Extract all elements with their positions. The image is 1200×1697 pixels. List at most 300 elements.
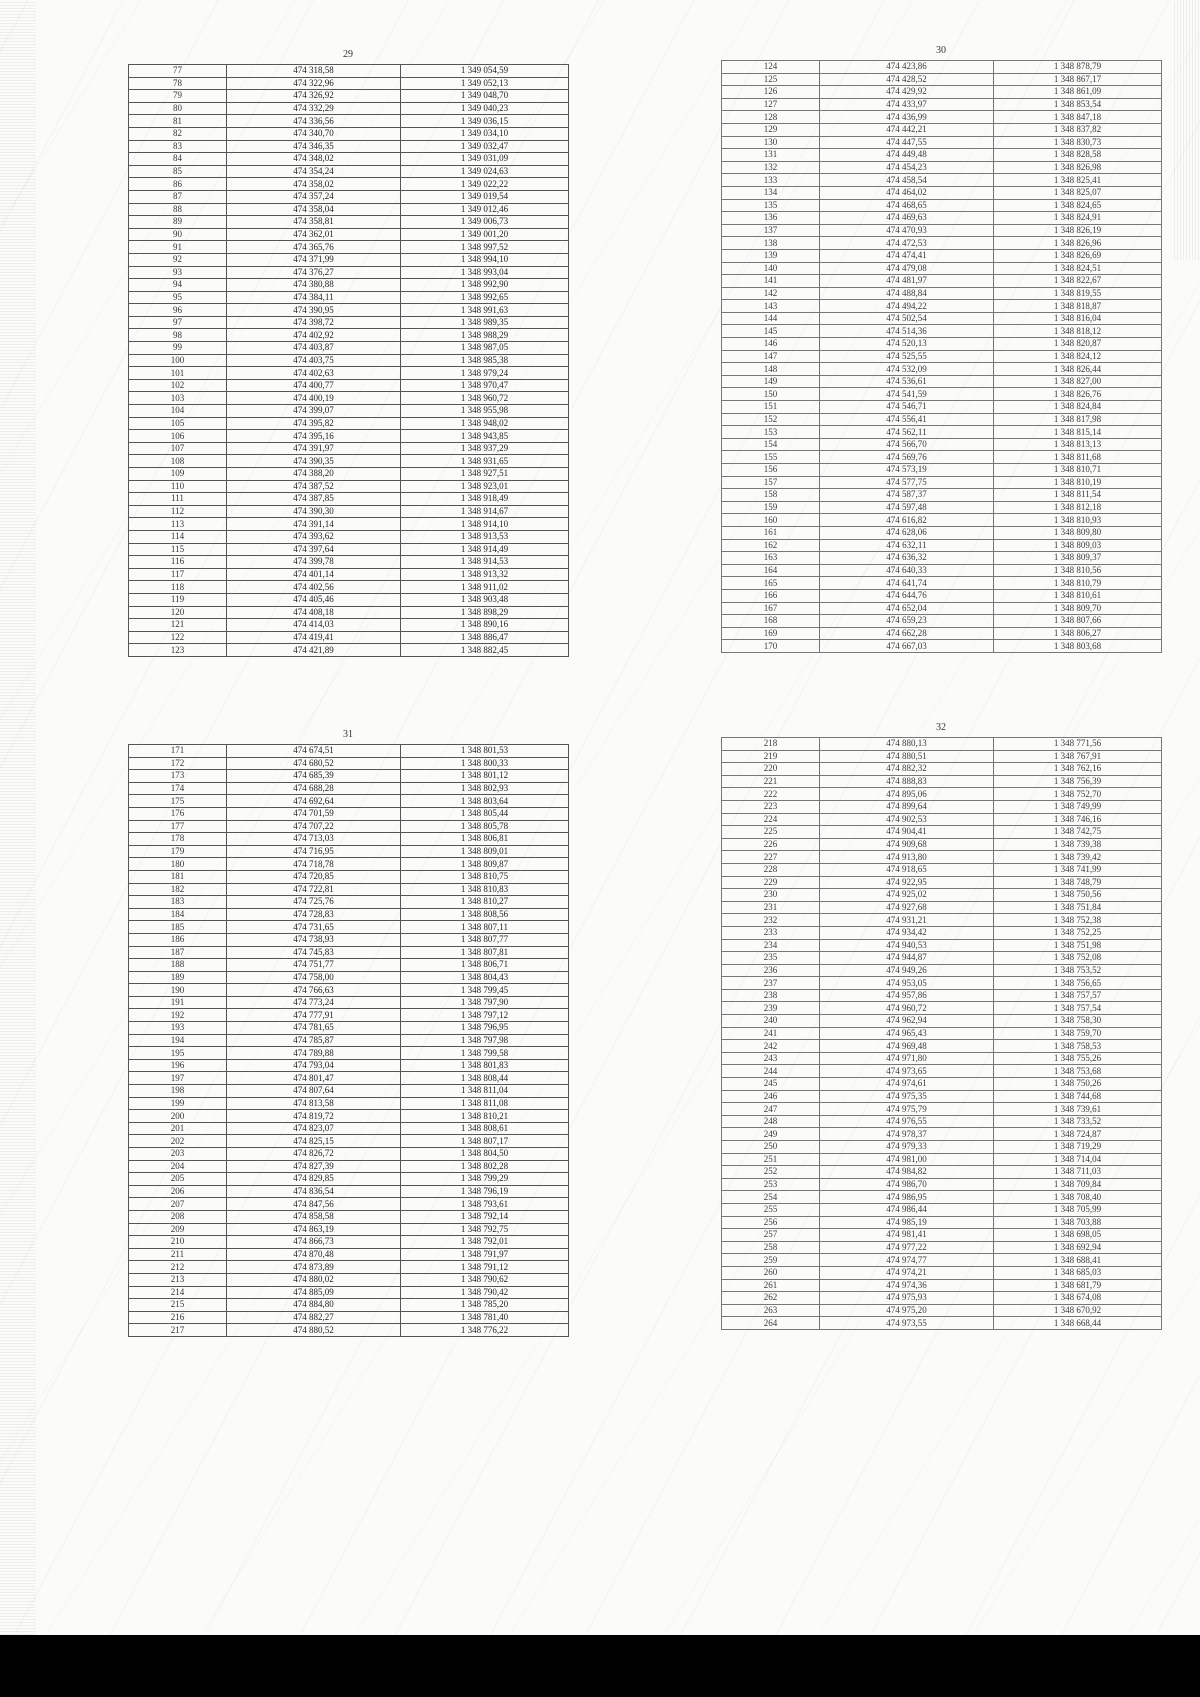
table-row xyxy=(129,65,569,78)
y-coordinate-cell: 1 348 692,94 xyxy=(994,1241,1162,1254)
y-coordinate-cell: 1 348 752,25 xyxy=(994,926,1162,939)
table-row xyxy=(129,896,569,909)
table-row xyxy=(722,539,1162,552)
x-coordinate-cell: 474 899,64 xyxy=(820,800,994,813)
coordinates-table xyxy=(128,64,569,657)
y-coordinate-cell: 1 348 826,98 xyxy=(994,161,1162,174)
x-coordinate-cell: 474 975,35 xyxy=(820,1090,994,1103)
table-row xyxy=(129,921,569,934)
point-number-cell: 261 xyxy=(722,1279,820,1292)
point-number-cell: 139 xyxy=(722,249,820,262)
x-coordinate-cell: 474 974,21 xyxy=(820,1266,994,1279)
y-coordinate-cell: 1 348 985,38 xyxy=(401,354,569,367)
point-number-cell: 107 xyxy=(129,442,227,455)
table-row xyxy=(129,1135,569,1148)
table-row xyxy=(129,379,569,392)
x-coordinate-cell: 474 913,80 xyxy=(820,851,994,864)
point-number-cell: 205 xyxy=(129,1173,227,1186)
x-coordinate-cell: 474 401,14 xyxy=(227,568,401,581)
y-coordinate-cell: 1 348 903,48 xyxy=(401,593,569,606)
table-row xyxy=(722,964,1162,977)
x-coordinate-cell: 474 348,02 xyxy=(227,153,401,166)
table-row xyxy=(129,178,569,191)
point-number-cell: 112 xyxy=(129,505,227,518)
x-coordinate-cell: 474 403,75 xyxy=(227,354,401,367)
y-coordinate-cell: 1 348 811,54 xyxy=(994,489,1162,502)
table-row xyxy=(722,438,1162,451)
point-number-cell: 221 xyxy=(722,775,820,788)
table-row xyxy=(722,1216,1162,1229)
y-coordinate-cell: 1 348 797,90 xyxy=(401,996,569,1009)
page-block-30 xyxy=(721,44,1161,653)
y-coordinate-cell: 1 348 791,97 xyxy=(401,1248,569,1261)
y-coordinate-cell: 1 348 810,71 xyxy=(994,464,1162,477)
table-row xyxy=(722,136,1162,149)
table-row xyxy=(129,556,569,569)
x-coordinate-cell: 474 362,01 xyxy=(227,228,401,241)
x-coordinate-cell: 474 388,20 xyxy=(227,468,401,481)
x-coordinate-cell: 474 692,64 xyxy=(227,795,401,808)
x-coordinate-cell: 474 674,51 xyxy=(227,745,401,758)
x-coordinate-cell: 474 934,42 xyxy=(820,926,994,939)
x-coordinate-cell: 474 387,52 xyxy=(227,480,401,493)
y-coordinate-cell: 1 348 753,52 xyxy=(994,964,1162,977)
point-number-cell: 117 xyxy=(129,568,227,581)
y-coordinate-cell: 1 348 801,83 xyxy=(401,1059,569,1072)
point-number-cell: 262 xyxy=(722,1292,820,1305)
table-row xyxy=(722,926,1162,939)
scan-bottom-band xyxy=(0,1635,1200,1697)
x-coordinate-cell: 474 827,39 xyxy=(227,1160,401,1173)
y-coordinate-cell: 1 348 824,84 xyxy=(994,401,1162,414)
y-coordinate-cell: 1 348 752,70 xyxy=(994,788,1162,801)
table-row xyxy=(722,325,1162,338)
table-row xyxy=(129,342,569,355)
table-row xyxy=(129,1286,569,1299)
x-coordinate-cell: 474 384,11 xyxy=(227,291,401,304)
x-coordinate-cell: 474 357,24 xyxy=(227,190,401,203)
table-row xyxy=(129,543,569,556)
x-coordinate-cell: 474 981,00 xyxy=(820,1153,994,1166)
table-row xyxy=(129,858,569,871)
x-coordinate-cell: 474 546,71 xyxy=(820,401,994,414)
y-coordinate-cell: 1 348 815,14 xyxy=(994,426,1162,439)
y-coordinate-cell: 1 348 819,55 xyxy=(994,287,1162,300)
x-coordinate-cell: 474 464,02 xyxy=(820,186,994,199)
x-coordinate-cell: 474 885,09 xyxy=(227,1286,401,1299)
y-coordinate-cell: 1 348 827,00 xyxy=(994,375,1162,388)
table-row xyxy=(129,959,569,972)
table-row xyxy=(722,863,1162,876)
table-row xyxy=(722,212,1162,225)
table-row xyxy=(129,304,569,317)
point-number-cell: 141 xyxy=(722,275,820,288)
x-coordinate-cell: 474 825,15 xyxy=(227,1135,401,1148)
y-coordinate-cell: 1 348 807,11 xyxy=(401,921,569,934)
x-coordinate-cell: 474 336,56 xyxy=(227,115,401,128)
point-number-cell: 228 xyxy=(722,863,820,876)
table-row xyxy=(129,644,569,657)
point-number-cell: 120 xyxy=(129,606,227,619)
table-row xyxy=(722,1178,1162,1191)
table-row xyxy=(722,577,1162,590)
x-coordinate-cell: 474 888,83 xyxy=(820,775,994,788)
table-row xyxy=(129,1097,569,1110)
table-row xyxy=(129,1072,569,1085)
x-coordinate-cell: 474 922,95 xyxy=(820,876,994,889)
x-coordinate-cell: 474 318,58 xyxy=(227,65,401,78)
y-coordinate-cell: 1 348 824,65 xyxy=(994,199,1162,212)
table-row xyxy=(129,291,569,304)
x-coordinate-cell: 474 882,27 xyxy=(227,1311,401,1324)
table-row xyxy=(722,989,1162,1002)
point-number-cell: 94 xyxy=(129,279,227,292)
x-coordinate-cell: 474 870,48 xyxy=(227,1248,401,1261)
y-coordinate-cell: 1 348 797,12 xyxy=(401,1009,569,1022)
point-number-cell: 115 xyxy=(129,543,227,556)
y-coordinate-cell: 1 348 826,76 xyxy=(994,388,1162,401)
point-number-cell: 86 xyxy=(129,178,227,191)
point-number-cell: 133 xyxy=(722,174,820,187)
point-number-cell: 229 xyxy=(722,876,820,889)
point-number-cell: 231 xyxy=(722,901,820,914)
x-coordinate-cell: 474 454,23 xyxy=(820,161,994,174)
x-coordinate-cell: 474 428,52 xyxy=(820,73,994,86)
x-coordinate-cell: 474 973,65 xyxy=(820,1065,994,1078)
table-row xyxy=(129,1085,569,1098)
point-number-cell: 160 xyxy=(722,514,820,527)
x-coordinate-cell: 474 949,26 xyxy=(820,964,994,977)
x-coordinate-cell: 474 520,13 xyxy=(820,338,994,351)
point-number-cell: 227 xyxy=(722,851,820,864)
table-row xyxy=(722,350,1162,363)
point-number-cell: 98 xyxy=(129,329,227,342)
point-number-cell: 180 xyxy=(129,858,227,871)
x-coordinate-cell: 474 880,13 xyxy=(820,738,994,751)
table-row xyxy=(722,111,1162,124)
x-coordinate-cell: 474 680,52 xyxy=(227,757,401,770)
y-coordinate-cell: 1 348 818,87 xyxy=(994,300,1162,313)
y-coordinate-cell: 1 348 790,62 xyxy=(401,1273,569,1286)
point-number-cell: 143 xyxy=(722,300,820,313)
point-number-cell: 170 xyxy=(722,640,820,653)
table-row xyxy=(722,939,1162,952)
coordinates-table xyxy=(721,60,1162,653)
table-row xyxy=(129,190,569,203)
table-row xyxy=(129,329,569,342)
y-coordinate-cell: 1 348 825,41 xyxy=(994,174,1162,187)
point-number-cell: 129 xyxy=(722,123,820,136)
y-coordinate-cell: 1 348 808,61 xyxy=(401,1122,569,1135)
coordinates-table xyxy=(128,744,569,1337)
table-row xyxy=(129,1022,569,1035)
x-coordinate-cell: 474 986,70 xyxy=(820,1178,994,1191)
x-coordinate-cell: 474 587,37 xyxy=(820,489,994,502)
y-coordinate-cell: 1 348 825,07 xyxy=(994,186,1162,199)
y-coordinate-cell: 1 348 797,98 xyxy=(401,1034,569,1047)
x-coordinate-cell: 474 659,23 xyxy=(820,615,994,628)
point-number-cell: 220 xyxy=(722,763,820,776)
point-number-cell: 183 xyxy=(129,896,227,909)
x-coordinate-cell: 474 880,52 xyxy=(227,1324,401,1337)
point-number-cell: 264 xyxy=(722,1317,820,1330)
table-row xyxy=(722,287,1162,300)
point-number-cell: 241 xyxy=(722,1027,820,1040)
x-coordinate-cell: 474 884,80 xyxy=(227,1299,401,1312)
table-row xyxy=(129,1248,569,1261)
point-number-cell: 196 xyxy=(129,1059,227,1072)
y-coordinate-cell: 1 348 751,84 xyxy=(994,901,1162,914)
y-coordinate-cell: 1 348 826,19 xyxy=(994,224,1162,237)
x-coordinate-cell: 474 777,91 xyxy=(227,1009,401,1022)
x-coordinate-cell: 474 402,92 xyxy=(227,329,401,342)
point-number-cell: 188 xyxy=(129,959,227,972)
y-coordinate-cell: 1 348 756,39 xyxy=(994,775,1162,788)
point-number-cell: 105 xyxy=(129,417,227,430)
x-coordinate-cell: 474 758,00 xyxy=(227,971,401,984)
x-coordinate-cell: 474 986,95 xyxy=(820,1191,994,1204)
x-coordinate-cell: 474 597,48 xyxy=(820,501,994,514)
x-coordinate-cell: 474 751,77 xyxy=(227,959,401,972)
y-coordinate-cell: 1 348 790,42 xyxy=(401,1286,569,1299)
y-coordinate-cell: 1 348 742,75 xyxy=(994,826,1162,839)
y-coordinate-cell: 1 348 927,51 xyxy=(401,468,569,481)
x-coordinate-cell: 474 773,24 xyxy=(227,996,401,1009)
table-row xyxy=(722,149,1162,162)
table-row xyxy=(722,98,1162,111)
point-number-cell: 122 xyxy=(129,631,227,644)
point-number-cell: 224 xyxy=(722,813,820,826)
y-coordinate-cell: 1 348 758,30 xyxy=(994,1015,1162,1028)
x-coordinate-cell: 474 640,33 xyxy=(820,564,994,577)
table-row xyxy=(129,1210,569,1223)
x-coordinate-cell: 474 722,81 xyxy=(227,883,401,896)
y-coordinate-cell: 1 348 810,27 xyxy=(401,896,569,909)
y-coordinate-cell: 1 348 913,32 xyxy=(401,568,569,581)
x-coordinate-cell: 474 965,43 xyxy=(820,1027,994,1040)
table-row xyxy=(722,413,1162,426)
table-row xyxy=(722,501,1162,514)
table-row xyxy=(129,1223,569,1236)
point-number-cell: 84 xyxy=(129,153,227,166)
table-row xyxy=(129,455,569,468)
x-coordinate-cell: 474 976,55 xyxy=(820,1115,994,1128)
y-coordinate-cell: 1 348 898,29 xyxy=(401,606,569,619)
point-number-cell: 118 xyxy=(129,581,227,594)
x-coordinate-cell: 474 346,35 xyxy=(227,140,401,153)
table-row xyxy=(722,602,1162,615)
point-number-cell: 250 xyxy=(722,1141,820,1154)
x-coordinate-cell: 474 395,16 xyxy=(227,430,401,443)
y-coordinate-cell: 1 348 703,88 xyxy=(994,1216,1162,1229)
coordinates-table-body xyxy=(129,745,569,1337)
y-coordinate-cell: 1 348 809,87 xyxy=(401,858,569,871)
point-number-cell: 83 xyxy=(129,140,227,153)
x-coordinate-cell: 474 707,22 xyxy=(227,820,401,833)
x-coordinate-cell: 474 429,92 xyxy=(820,86,994,99)
y-coordinate-cell: 1 348 882,45 xyxy=(401,644,569,657)
point-number-cell: 189 xyxy=(129,971,227,984)
table-row xyxy=(129,1299,569,1312)
x-coordinate-cell: 474 494,22 xyxy=(820,300,994,313)
point-number-cell: 165 xyxy=(722,577,820,590)
table-row xyxy=(129,782,569,795)
table-row xyxy=(722,1115,1162,1128)
y-coordinate-cell: 1 348 758,53 xyxy=(994,1040,1162,1053)
page-block-29 xyxy=(128,48,568,657)
point-number-cell: 186 xyxy=(129,933,227,946)
table-row xyxy=(722,1141,1162,1154)
point-number-cell: 89 xyxy=(129,216,227,229)
table-row xyxy=(722,1304,1162,1317)
y-coordinate-cell: 1 348 826,69 xyxy=(994,249,1162,262)
x-coordinate-cell: 474 969,48 xyxy=(820,1040,994,1053)
x-coordinate-cell: 474 399,07 xyxy=(227,405,401,418)
y-coordinate-cell: 1 348 804,50 xyxy=(401,1148,569,1161)
point-number-cell: 263 xyxy=(722,1304,820,1317)
table-row xyxy=(722,738,1162,751)
table-row xyxy=(129,581,569,594)
point-number-cell: 185 xyxy=(129,921,227,934)
y-coordinate-cell: 1 348 799,58 xyxy=(401,1047,569,1060)
point-number-cell: 238 xyxy=(722,989,820,1002)
x-coordinate-cell: 474 975,20 xyxy=(820,1304,994,1317)
x-coordinate-cell: 474 391,14 xyxy=(227,518,401,531)
point-number-cell: 101 xyxy=(129,367,227,380)
x-coordinate-cell: 474 971,80 xyxy=(820,1052,994,1065)
y-coordinate-cell: 1 348 807,81 xyxy=(401,946,569,959)
y-coordinate-cell: 1 348 741,99 xyxy=(994,863,1162,876)
point-number-cell: 207 xyxy=(129,1198,227,1211)
y-coordinate-cell: 1 348 937,29 xyxy=(401,442,569,455)
point-number-cell: 145 xyxy=(722,325,820,338)
point-number-cell: 200 xyxy=(129,1110,227,1123)
point-number-cell: 147 xyxy=(722,350,820,363)
y-coordinate-cell: 1 348 997,52 xyxy=(401,241,569,254)
point-number-cell: 91 xyxy=(129,241,227,254)
x-coordinate-cell: 474 977,22 xyxy=(820,1241,994,1254)
point-number-cell: 209 xyxy=(129,1223,227,1236)
point-number-cell: 82 xyxy=(129,127,227,140)
point-number-cell: 93 xyxy=(129,266,227,279)
x-coordinate-cell: 474 387,85 xyxy=(227,493,401,506)
y-coordinate-cell: 1 349 048,70 xyxy=(401,90,569,103)
x-coordinate-cell: 474 541,59 xyxy=(820,388,994,401)
page-number: 32 xyxy=(936,722,946,733)
point-number-cell: 247 xyxy=(722,1103,820,1116)
y-coordinate-cell: 1 348 749,99 xyxy=(994,800,1162,813)
y-coordinate-cell: 1 348 918,49 xyxy=(401,493,569,506)
table-row xyxy=(722,338,1162,351)
table-row xyxy=(722,237,1162,250)
x-coordinate-cell: 474 731,65 xyxy=(227,921,401,934)
table-row xyxy=(129,1034,569,1047)
x-coordinate-cell: 474 403,87 xyxy=(227,342,401,355)
y-coordinate-cell: 1 348 886,47 xyxy=(401,631,569,644)
table-row xyxy=(722,161,1162,174)
table-row xyxy=(722,826,1162,839)
y-coordinate-cell: 1 348 979,24 xyxy=(401,367,569,380)
point-number-cell: 136 xyxy=(722,212,820,225)
table-row xyxy=(129,1160,569,1173)
y-coordinate-cell: 1 348 802,28 xyxy=(401,1160,569,1173)
point-number-cell: 81 xyxy=(129,115,227,128)
y-coordinate-cell: 1 348 816,04 xyxy=(994,312,1162,325)
y-coordinate-cell: 1 348 698,05 xyxy=(994,1229,1162,1242)
x-coordinate-cell: 474 632,11 xyxy=(820,539,994,552)
x-coordinate-cell: 474 354,24 xyxy=(227,165,401,178)
x-coordinate-cell: 474 793,04 xyxy=(227,1059,401,1072)
x-coordinate-cell: 474 801,47 xyxy=(227,1072,401,1085)
y-coordinate-cell: 1 348 792,75 xyxy=(401,1223,569,1236)
x-coordinate-cell: 474 358,02 xyxy=(227,178,401,191)
table-row xyxy=(129,279,569,292)
x-coordinate-cell: 474 781,65 xyxy=(227,1022,401,1035)
point-number-cell: 197 xyxy=(129,1072,227,1085)
table-row xyxy=(129,90,569,103)
y-coordinate-cell: 1 348 809,03 xyxy=(994,539,1162,552)
point-number-cell: 253 xyxy=(722,1178,820,1191)
point-number-cell: 259 xyxy=(722,1254,820,1267)
table-row xyxy=(722,775,1162,788)
table-row xyxy=(129,505,569,518)
x-coordinate-cell: 474 882,32 xyxy=(820,763,994,776)
y-coordinate-cell: 1 348 739,42 xyxy=(994,851,1162,864)
x-coordinate-cell: 474 975,79 xyxy=(820,1103,994,1116)
y-coordinate-cell: 1 348 753,68 xyxy=(994,1065,1162,1078)
x-coordinate-cell: 474 479,08 xyxy=(820,262,994,275)
point-number-cell: 164 xyxy=(722,564,820,577)
table-row xyxy=(129,442,569,455)
y-coordinate-cell: 1 348 803,64 xyxy=(401,795,569,808)
table-row xyxy=(129,619,569,632)
y-coordinate-cell: 1 348 757,57 xyxy=(994,989,1162,1002)
x-coordinate-cell: 474 866,73 xyxy=(227,1236,401,1249)
table-row xyxy=(722,1040,1162,1053)
table-row xyxy=(722,1090,1162,1103)
point-number-cell: 157 xyxy=(722,476,820,489)
y-coordinate-cell: 1 348 771,56 xyxy=(994,738,1162,751)
point-number-cell: 213 xyxy=(129,1273,227,1286)
point-number-cell: 182 xyxy=(129,883,227,896)
point-number-cell: 124 xyxy=(722,61,820,74)
table-row xyxy=(722,489,1162,502)
y-coordinate-cell: 1 348 755,26 xyxy=(994,1052,1162,1065)
point-number-cell: 172 xyxy=(129,757,227,770)
table-row xyxy=(129,1059,569,1072)
x-coordinate-cell: 474 902,53 xyxy=(820,813,994,826)
point-number-cell: 113 xyxy=(129,518,227,531)
x-coordinate-cell: 474 326,92 xyxy=(227,90,401,103)
point-number-cell: 148 xyxy=(722,363,820,376)
y-coordinate-cell: 1 349 032,47 xyxy=(401,140,569,153)
table-row xyxy=(722,1052,1162,1065)
table-row xyxy=(129,1185,569,1198)
x-coordinate-cell: 474 371,99 xyxy=(227,253,401,266)
table-row xyxy=(129,530,569,543)
point-number-cell: 152 xyxy=(722,413,820,426)
y-coordinate-cell: 1 348 989,35 xyxy=(401,316,569,329)
point-number-cell: 193 xyxy=(129,1022,227,1035)
x-coordinate-cell: 474 433,97 xyxy=(820,98,994,111)
y-coordinate-cell: 1 348 804,43 xyxy=(401,971,569,984)
x-coordinate-cell: 474 398,72 xyxy=(227,316,401,329)
x-coordinate-cell: 474 376,27 xyxy=(227,266,401,279)
point-number-cell: 176 xyxy=(129,807,227,820)
x-coordinate-cell: 474 419,41 xyxy=(227,631,401,644)
point-number-cell: 243 xyxy=(722,1052,820,1065)
table-row xyxy=(722,61,1162,74)
